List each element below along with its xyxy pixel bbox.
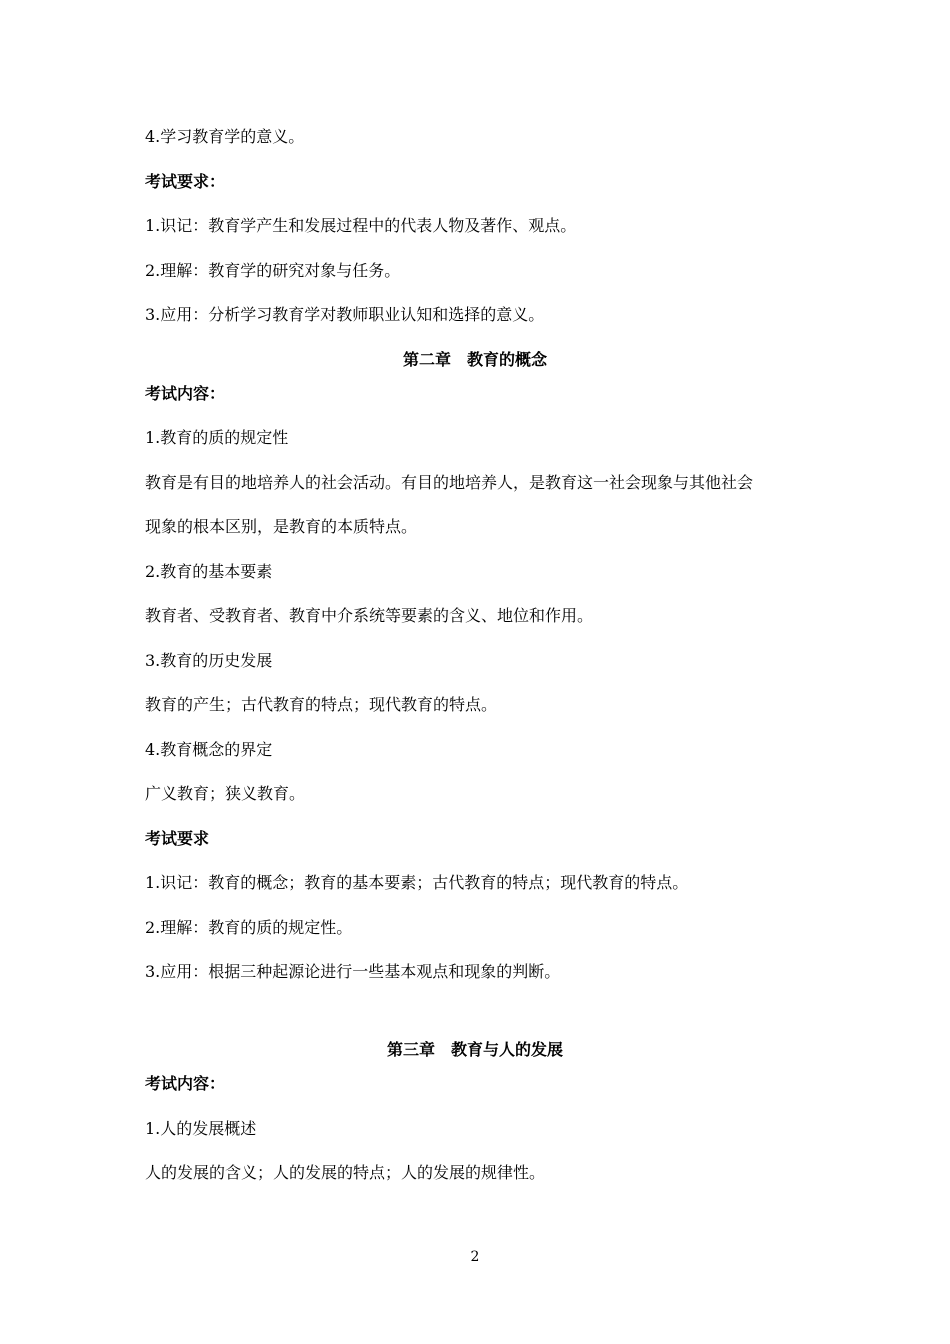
- chapter-2-requirement-3: 3.应用：根据三种起源论进行一些基本观点和现象的判断。: [145, 962, 561, 981]
- chapter-2-title: 第二章 教育的概念: [402, 350, 547, 369]
- chapter-2-item-4-text: 广义教育；狭义教育。: [145, 784, 306, 803]
- chapter-2-requirement-1: 1.识记：教育的概念；教育的基本要素；古代教育的特点；现代教育的特点。: [145, 873, 689, 892]
- page-number: 2: [470, 1249, 480, 1265]
- chapter-3-item-1-text: 人的发展的含义；人的发展的特点；人的发展的规律性。: [145, 1163, 546, 1182]
- chapter-2-item-1-text-b: 现象的根本区别，是教育的本质特点。: [145, 517, 418, 536]
- chapter-2-item-2-title: 2.教育的基本要素: [145, 562, 273, 581]
- intro-requirements-heading: 考试要求：: [145, 172, 226, 191]
- chapter-2-item-1-text-a: 教育是有目的地培养人的社会活动。有目的地培养人，是教育这一社会现象与其他社会: [145, 473, 754, 492]
- chapter-2-requirements-heading: 考试要求: [145, 829, 210, 848]
- chapter-3-content-heading: 考试内容：: [145, 1074, 226, 1093]
- intro-requirement-3: 3.应用：分析学习教育学对教师职业认知和选择的意义。: [145, 305, 545, 324]
- chapter-2-item-3-text: 教育的产生；古代教育的特点；现代教育的特点。: [145, 695, 498, 714]
- intro-requirement-1: 1.识记：教育学产生和发展过程中的代表人物及著作、观点。: [145, 216, 577, 235]
- chapter-2-content-heading: 考试内容：: [145, 384, 226, 403]
- chapter-2-item-1-title: 1.教育的质的规定性: [145, 428, 289, 447]
- chapter-2-item-4-title: 4.教育概念的界定: [145, 740, 273, 759]
- intro-item-4: 4.学习教育学的意义。: [145, 127, 305, 146]
- intro-requirement-2: 2.理解：教育学的研究对象与任务。: [145, 261, 401, 280]
- chapter-3-item-1-title: 1.人的发展概述: [145, 1119, 257, 1138]
- chapter-2-item-2-text: 教育者、受教育者、教育中介系统等要素的含义、地位和作用。: [145, 606, 594, 625]
- chapter-2-item-3-title: 3.教育的历史发展: [145, 651, 273, 670]
- chapter-2-requirement-2: 2.理解：教育的质的规定性。: [145, 918, 353, 937]
- chapter-3-title: 第三章 教育与人的发展: [386, 1040, 563, 1059]
